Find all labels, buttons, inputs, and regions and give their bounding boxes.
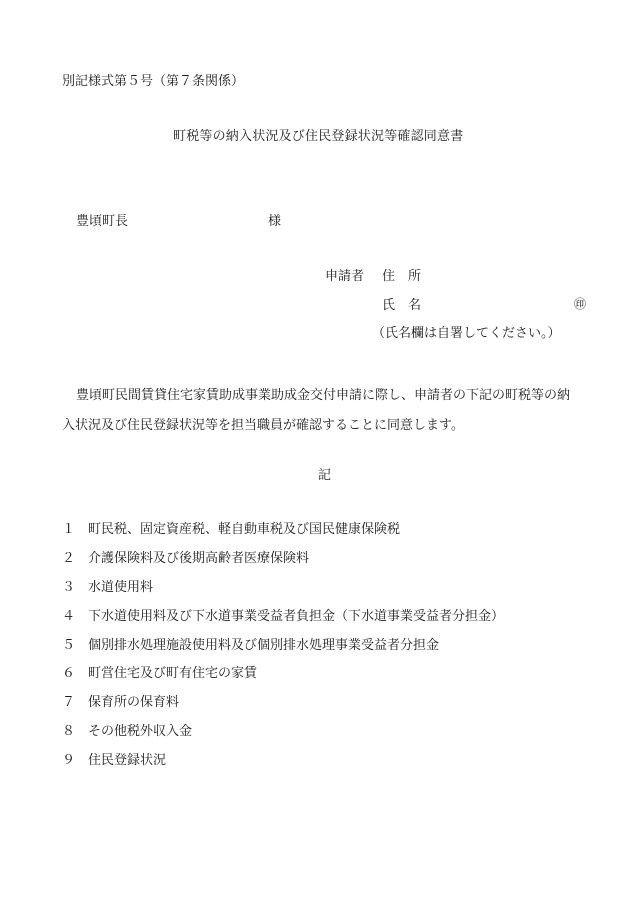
list-item [62,581,504,610]
item-number: ６ [62,666,76,682]
item-number: １ [62,522,76,537]
addressee-name: 豊頃町長 [76,214,129,229]
item-number: ４ [62,608,76,624]
list-item [62,523,504,552]
list-item [62,667,504,696]
item-text: 保育所の保育料 [88,695,180,711]
address-field-label: 住 所 [382,269,422,284]
item-text: 水道使用料 [88,579,154,595]
item-number: ７ [62,695,76,711]
list-item [62,754,504,783]
item-number: ９ [62,753,76,769]
item-number: ８ [62,724,76,740]
addressee-honorific: 様 [268,214,282,229]
list-item [62,610,504,639]
item-number: ２ [62,550,76,566]
ki-heading: 記 [318,468,332,483]
item-number: ３ [62,579,76,595]
consent-body-text: 豊頃町民間賃貸住宅家賃助成事業助成金交付申請に際し、申請者の下記の町税等の納入状況及び住民登録状況等を担当職員が確認することに同意します。 [62,388,571,433]
applicant-label: 申請者 [325,269,365,284]
item-text: 住民登録状況 [88,753,167,769]
list-item [62,552,504,581]
item-text: その他税外収入金 [88,724,193,740]
form-identifier: 別記様式第５号（第７条関係） [62,74,245,89]
item-list [62,523,504,783]
seal-mark-icon: ㊞ [574,297,587,311]
item-text: 町民税、固定資産税、軽自動車税及び国民健康保険税 [88,522,401,537]
item-text: 町営住宅及び町有住宅の家賃 [88,666,258,682]
signature-note: （氏名欄は自署してください。） [372,326,561,341]
list-item [62,639,504,668]
list-item [62,725,504,754]
list-item [62,696,504,725]
item-number: ５ [62,637,76,653]
document-title: 町税等の納入状況及び住民登録状況等確認同意書 [173,129,464,144]
item-text: 下水道使用料及び下水道事業受益者負担金（下水道事業受益者分担金） [88,608,505,624]
name-field-label: 氏 名 [382,298,422,313]
item-text: 介護保険料及び後期高齢者医療保険料 [88,550,310,566]
item-text: 個別排水処理施設使用料及び個別排水処理事業受益者分担金 [88,637,440,653]
